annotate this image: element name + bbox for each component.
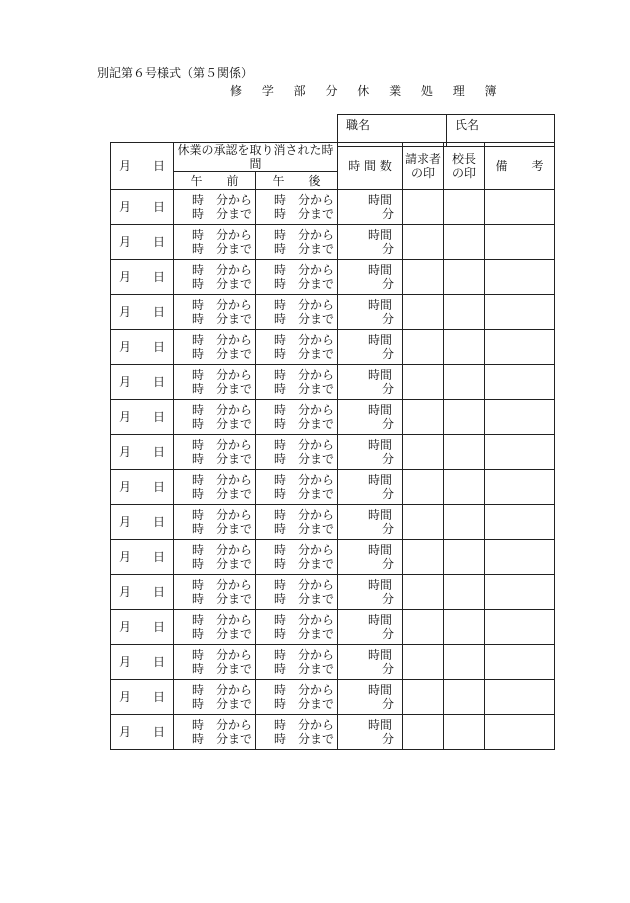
month-day-cell[interactable]: 月 日 (111, 540, 174, 575)
am-time-cell[interactable]: 時 分から 時 分まで (174, 190, 256, 225)
principal-seal-cell[interactable] (444, 575, 485, 610)
document-title: 修 学 部 分 休 業 処 理 簿 (230, 84, 505, 98)
month-day-header: 月 日 (111, 143, 174, 190)
hours-cell[interactable]: 時間 分 (338, 400, 403, 435)
month-day-cell[interactable]: 月 日 (111, 295, 174, 330)
am-time-cell[interactable]: 時 分から 時 分まで (174, 540, 256, 575)
pm-time-cell[interactable]: 時 分から 時 分まで (256, 715, 338, 750)
requester-seal-cell[interactable] (403, 400, 444, 435)
pm-time-cell[interactable]: 時 分から 時 分まで (256, 330, 338, 365)
pm-time-cell[interactable]: 時 分から 時 分まで (256, 610, 338, 645)
header-row (111, 143, 555, 172)
requester-seal-cell[interactable] (403, 610, 444, 645)
cancelled-time-header: 休業の承認を取り消された時間 (174, 143, 338, 172)
am-time-cell[interactable]: 時 分から 時 分まで (174, 715, 256, 750)
hours-cell[interactable]: 時間 分 (338, 225, 403, 260)
requester-seal-cell[interactable] (403, 435, 444, 470)
hours-cell[interactable]: 時間 分 (338, 190, 403, 225)
month-day-cell[interactable]: 月 日 (111, 715, 174, 750)
table-row (111, 540, 555, 575)
requester-seal-cell[interactable] (403, 295, 444, 330)
pm-time-cell[interactable]: 時 分から 時 分まで (256, 260, 338, 295)
remarks-cell[interactable] (485, 400, 555, 435)
remarks-cell[interactable] (485, 330, 555, 365)
table-row (111, 505, 555, 540)
remarks-cell[interactable] (485, 295, 555, 330)
month-day-cell[interactable]: 月 日 (111, 470, 174, 505)
remarks-cell[interactable] (485, 505, 555, 540)
principal-seal-cell[interactable] (444, 225, 485, 260)
table-row (111, 470, 555, 505)
table-row (111, 225, 555, 260)
am-time-cell[interactable]: 時 分から 時 分まで (174, 365, 256, 400)
hours-cell[interactable]: 時間 分 (338, 715, 403, 750)
pm-time-cell[interactable]: 時 分から 時 分まで (256, 225, 338, 260)
remarks-header: 備 考 (485, 143, 555, 190)
requester-seal-cell[interactable] (403, 225, 444, 260)
month-day-cell[interactable]: 月 日 (111, 190, 174, 225)
remarks-cell[interactable] (485, 540, 555, 575)
am-time-cell[interactable]: 時 分から 時 分まで (174, 435, 256, 470)
principal-seal-cell[interactable] (444, 540, 485, 575)
remarks-cell[interactable] (485, 645, 555, 680)
hours-cell[interactable]: 時間 分 (338, 610, 403, 645)
am-header: 午 前 (174, 172, 256, 190)
pm-time-cell[interactable]: 時 分から 時 分まで (256, 435, 338, 470)
month-day-cell[interactable]: 月 日 (111, 365, 174, 400)
hours-cell[interactable]: 時間 分 (338, 645, 403, 680)
am-time-cell[interactable]: 時 分から 時 分まで (174, 330, 256, 365)
am-time-cell[interactable]: 時 分から 時 分まで (174, 505, 256, 540)
remarks-cell[interactable] (485, 715, 555, 750)
table-row (111, 330, 555, 365)
hours-cell[interactable]: 時間 分 (338, 435, 403, 470)
remarks-cell[interactable] (485, 610, 555, 645)
pm-time-cell[interactable]: 時 分から 時 分まで (256, 505, 338, 540)
month-day-cell[interactable]: 月 日 (111, 330, 174, 365)
month-day-cell[interactable]: 月 日 (111, 260, 174, 295)
table-row (111, 435, 555, 470)
requester-seal-cell[interactable] (403, 715, 444, 750)
principal-seal-cell[interactable] (444, 330, 485, 365)
am-time-cell[interactable]: 時 分から 時 分まで (174, 470, 256, 505)
month-day-cell[interactable]: 月 日 (111, 680, 174, 715)
principal-seal-cell[interactable] (444, 470, 485, 505)
principal-seal-cell[interactable] (444, 715, 485, 750)
table-row (111, 400, 555, 435)
hours-cell[interactable]: 時間 分 (338, 295, 403, 330)
requester-seal-cell[interactable] (403, 365, 444, 400)
remarks-cell[interactable] (485, 575, 555, 610)
am-time-cell[interactable]: 時 分から 時 分まで (174, 645, 256, 680)
table-row (111, 295, 555, 330)
remarks-cell[interactable] (485, 190, 555, 225)
pm-time-cell[interactable]: 時 分から 時 分まで (256, 540, 338, 575)
requester-seal-cell[interactable] (403, 260, 444, 295)
position-label: 職名 (346, 118, 371, 132)
hours-cell[interactable]: 時間 分 (338, 330, 403, 365)
month-day-cell[interactable]: 月 日 (111, 610, 174, 645)
table-row (111, 645, 555, 680)
hours-cell[interactable]: 時間 分 (338, 540, 403, 575)
principal-seal-cell[interactable] (444, 190, 485, 225)
requester-seal-header: 請求者 の印 (403, 143, 444, 190)
pm-time-cell[interactable]: 時 分から 時 分まで (256, 575, 338, 610)
remarks-cell[interactable] (485, 435, 555, 470)
remarks-cell[interactable] (485, 365, 555, 400)
table-row (111, 260, 555, 295)
pm-time-cell[interactable]: 時 分から 時 分まで (256, 190, 338, 225)
remarks-cell[interactable] (485, 470, 555, 505)
pm-time-cell[interactable]: 時 分から 時 分まで (256, 680, 338, 715)
table-row (111, 575, 555, 610)
pm-time-cell[interactable]: 時 分から 時 分まで (256, 645, 338, 680)
hours-cell[interactable]: 時間 分 (338, 680, 403, 715)
requester-seal-cell[interactable] (403, 190, 444, 225)
principal-seal-cell[interactable] (444, 435, 485, 470)
name-label: 氏名 (455, 118, 480, 132)
am-time-cell[interactable]: 時 分から 時 分まで (174, 575, 256, 610)
principal-seal-cell[interactable] (444, 260, 485, 295)
am-time-cell[interactable]: 時 分から 時 分まで (174, 260, 256, 295)
month-day-cell[interactable]: 月 日 (111, 575, 174, 610)
requester-seal-cell[interactable] (403, 505, 444, 540)
table-row (111, 715, 555, 750)
principal-seal-cell[interactable] (444, 680, 485, 715)
pm-time-cell[interactable]: 時 分から 時 分まで (256, 295, 338, 330)
pm-header: 午 後 (256, 172, 338, 190)
month-day-cell[interactable]: 月 日 (111, 505, 174, 540)
am-time-cell[interactable]: 時 分から 時 分まで (174, 400, 256, 435)
pm-time-cell[interactable]: 時 分から 時 分まで (256, 470, 338, 505)
principal-seal-cell[interactable] (444, 505, 485, 540)
month-day-cell[interactable]: 月 日 (111, 435, 174, 470)
principal-seal-header: 校長 の印 (444, 143, 485, 190)
hours-cell[interactable]: 時間 分 (338, 575, 403, 610)
principal-seal-cell[interactable] (444, 295, 485, 330)
month-day-cell[interactable]: 月 日 (111, 400, 174, 435)
am-time-cell[interactable]: 時 分から 時 分まで (174, 225, 256, 260)
table-row (111, 680, 555, 715)
pm-time-cell[interactable]: 時 分から 時 分まで (256, 400, 338, 435)
form-reference: 別記第６号様式（第５関係） (97, 66, 254, 80)
principal-seal-cell[interactable] (444, 610, 485, 645)
requester-seal-cell[interactable] (403, 680, 444, 715)
remarks-cell[interactable] (485, 260, 555, 295)
requester-seal-cell[interactable] (403, 330, 444, 365)
hours-cell[interactable]: 時間 分 (338, 505, 403, 540)
requester-seal-cell[interactable] (403, 540, 444, 575)
requester-seal-cell[interactable] (403, 575, 444, 610)
principal-seal-cell[interactable] (444, 400, 485, 435)
record-table (110, 142, 555, 750)
am-time-cell[interactable]: 時 分から 時 分まで (174, 610, 256, 645)
hours-cell[interactable]: 時間 分 (338, 470, 403, 505)
requester-seal-cell[interactable] (403, 470, 444, 505)
remarks-cell[interactable] (485, 225, 555, 260)
am-time-cell[interactable]: 時 分から 時 分まで (174, 680, 256, 715)
month-day-cell[interactable]: 月 日 (111, 225, 174, 260)
table-row (111, 365, 555, 400)
principal-seal-cell[interactable] (444, 365, 485, 400)
table-row (111, 610, 555, 645)
hours-count-header: 時 間 数 (338, 143, 403, 190)
principal-seal-cell[interactable] (444, 645, 485, 680)
month-day-cell[interactable]: 月 日 (111, 645, 174, 680)
hours-cell[interactable]: 時間 分 (338, 365, 403, 400)
am-time-cell[interactable]: 時 分から 時 分まで (174, 295, 256, 330)
remarks-cell[interactable] (485, 680, 555, 715)
hours-cell[interactable]: 時間 分 (338, 260, 403, 295)
table-row (111, 190, 555, 225)
requester-seal-cell[interactable] (403, 645, 444, 680)
pm-time-cell[interactable]: 時 分から 時 分まで (256, 365, 338, 400)
